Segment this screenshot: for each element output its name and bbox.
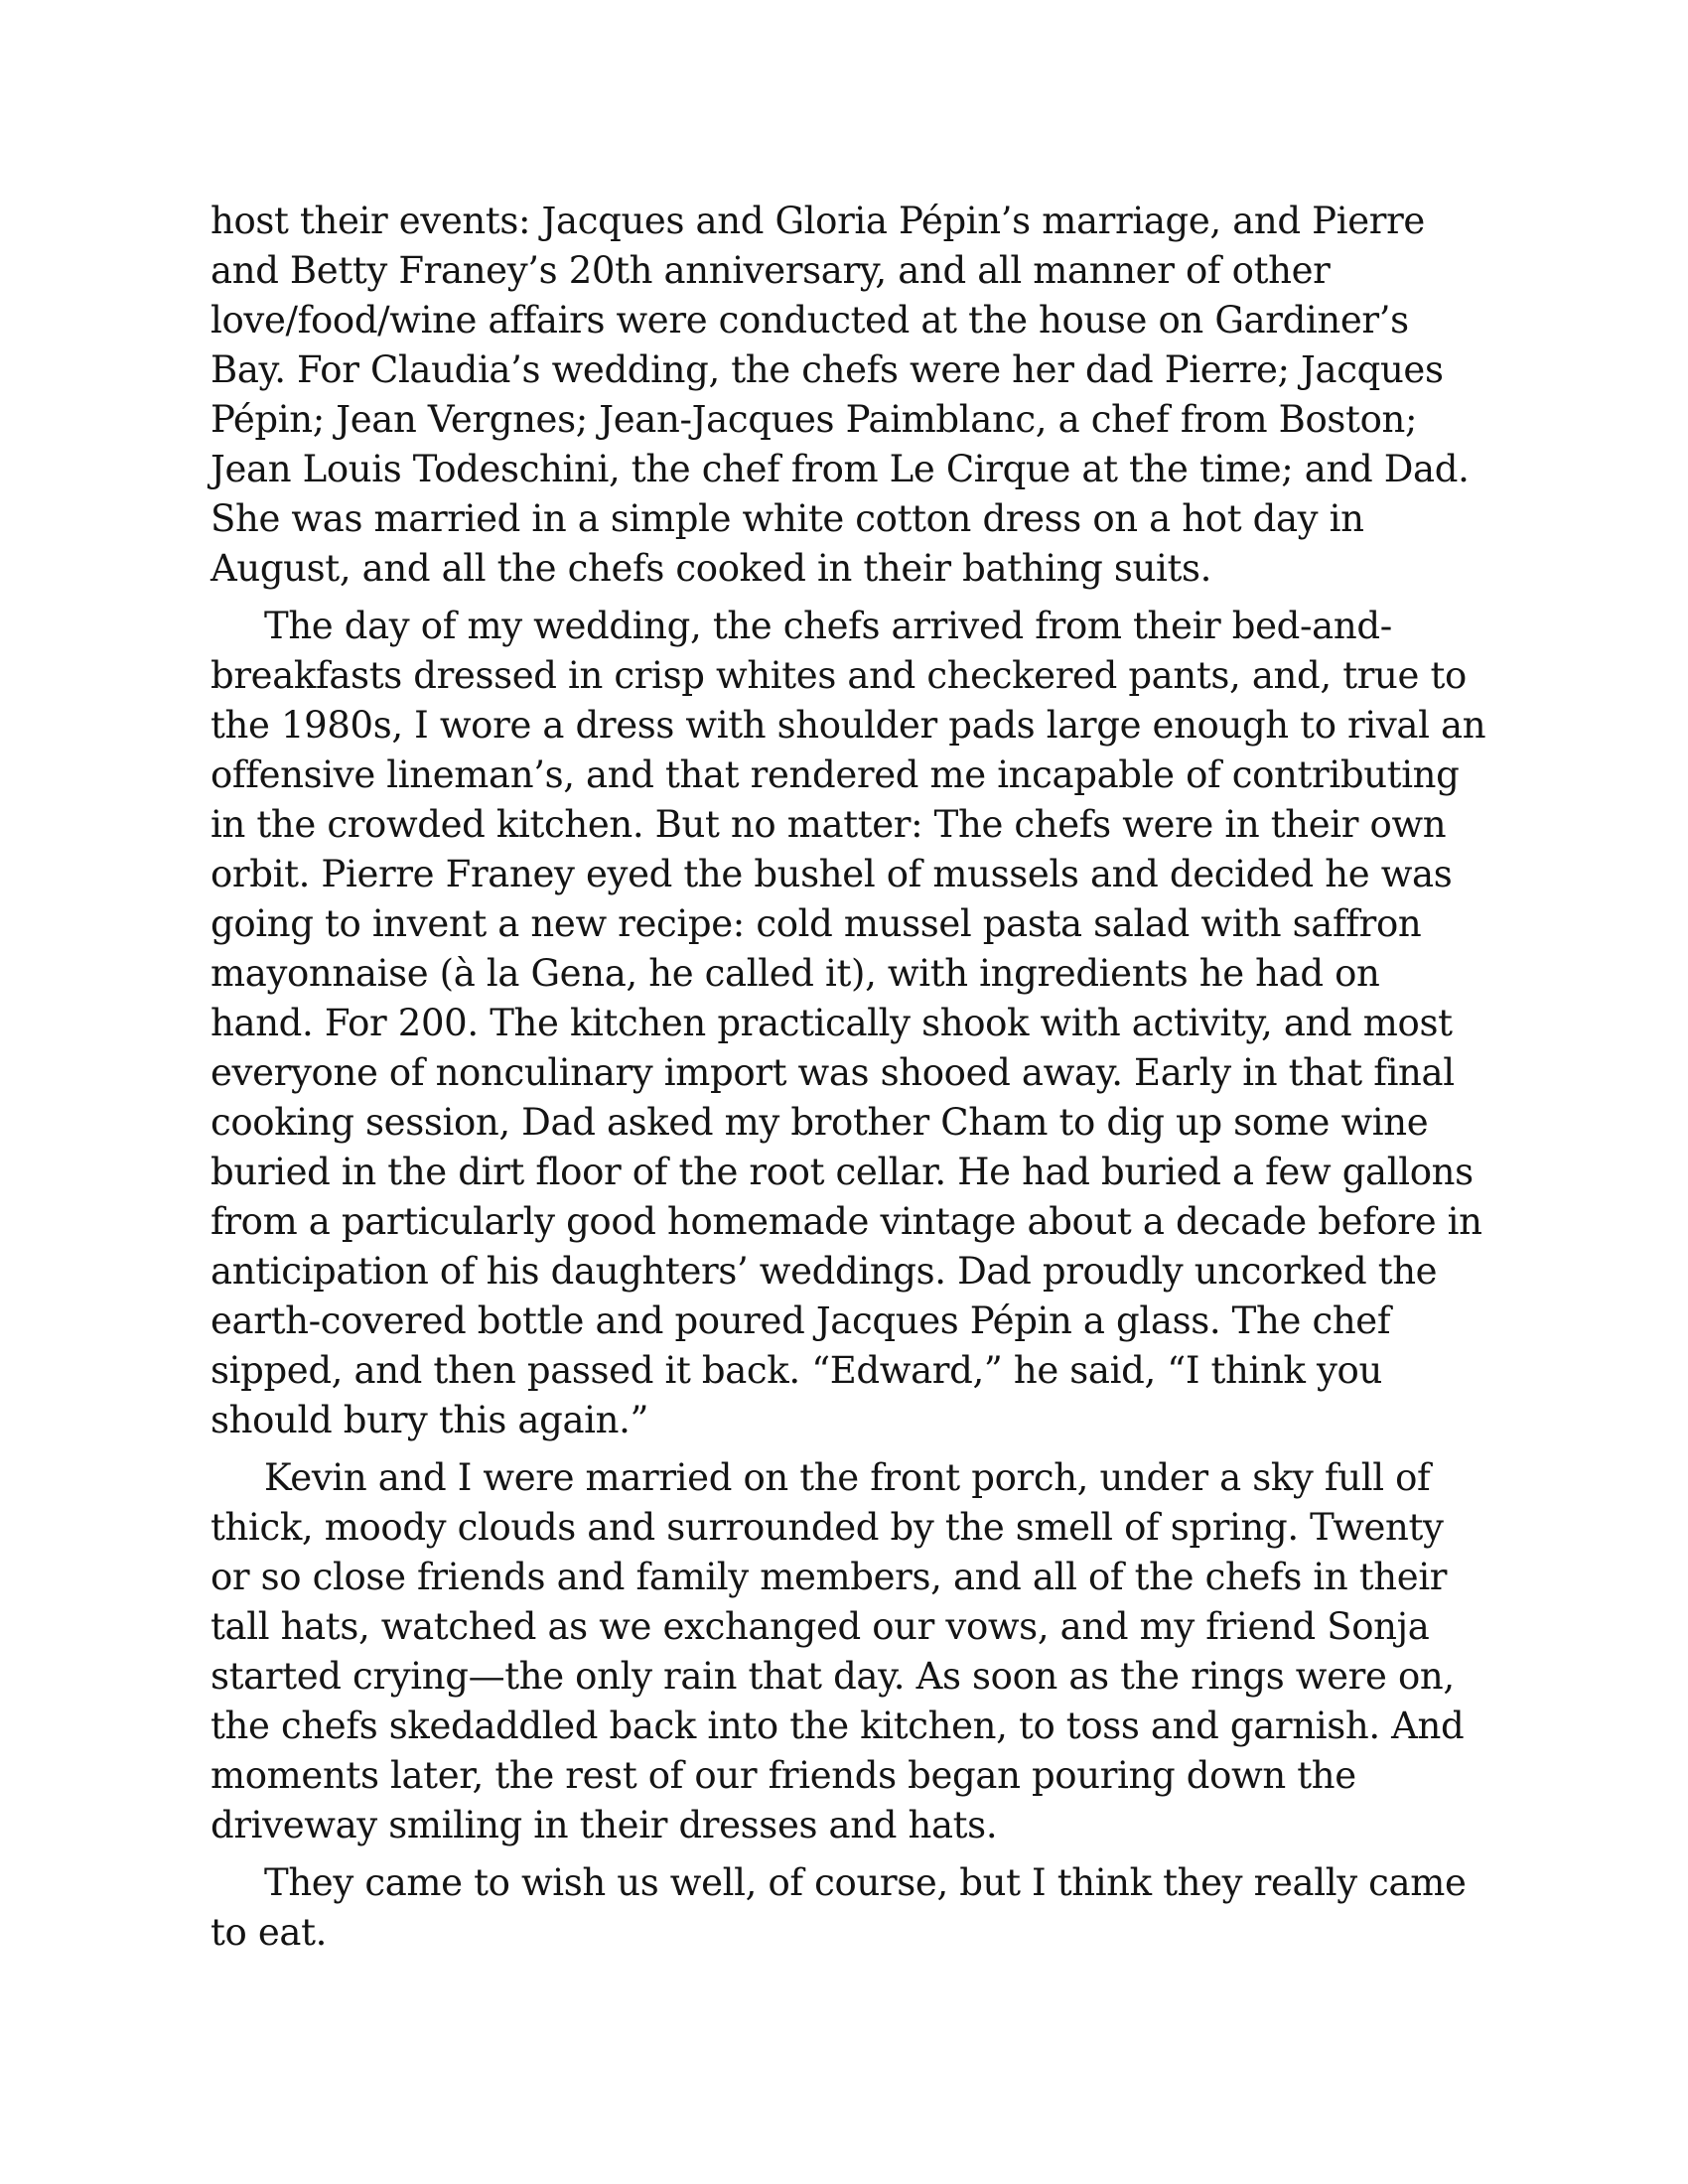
- text-line: everyone of nonculinary import was shooed away. Early in that final: [211, 1051, 1455, 1094]
- paragraph: [211, 197, 1491, 594]
- text-line: thick, moody clouds and surrounded by the smell of spring. Twenty: [211, 1506, 1444, 1549]
- text-line: offensive lineman’s, and that rendered me incapable of contributing: [211, 753, 1460, 796]
- text-line: August, and all the chefs cooked in their bathing suits.: [211, 547, 1212, 590]
- text-line: or so close friends and family members, and all of the chefs in their: [211, 1556, 1448, 1598]
- text-line: Bay. For Claudia’s wedding, the chefs were her dad Pierre; Jacques: [211, 348, 1444, 391]
- text-line: Kevin and I were married on the front porch, under a sky full of: [264, 1456, 1431, 1499]
- text-line: cooking session, Dad asked my brother Cham to dig up some wine: [211, 1101, 1429, 1144]
- text-line: the chefs skedaddled back into the kitchen, to toss and garnish. And: [211, 1705, 1465, 1747]
- text-line: in the crowded kitchen. But no matter: The chefs were in their own: [211, 803, 1447, 846]
- text-line: and Betty Franey’s 20th anniversary, and all manner of other: [211, 249, 1331, 292]
- paragraph: [211, 1858, 1491, 1958]
- text-line: buried in the dirt floor of the root cellar. He had buried a few gallons: [211, 1151, 1474, 1193]
- text-line: to eat.: [211, 1911, 328, 1954]
- text-line: Jean Louis Todeschini, the chef from Le Cirque at the time; and Dad.: [211, 448, 1470, 490]
- text-line: moments later, the rest of our friends began pouring down the: [211, 1754, 1356, 1797]
- text-line: breakfasts dressed in crisp whites and checkered pants, and, true to: [211, 654, 1467, 697]
- body-text: [211, 197, 1491, 1958]
- text-line: host their events: Jacques and Gloria Pépin’s marriage, and Pierre: [211, 200, 1425, 242]
- paragraph: [211, 602, 1491, 1445]
- text-line: anticipation of his daughters’ weddings. Dad proudly uncorked the: [211, 1250, 1438, 1293]
- text-line: mayonnaise (à la Gena, he called it), with ingredients he had on: [211, 952, 1380, 995]
- text-line: The day of my wedding, the chefs arrived from their bed-and-: [264, 605, 1392, 647]
- text-line: They came to wish us well, of course, but I think they really came: [264, 1861, 1467, 1904]
- text-line: earth-covered bottle and poured Jacques Pépin a glass. The chef: [211, 1299, 1391, 1342]
- document-page: [211, 197, 1491, 1966]
- paragraph: [211, 1453, 1491, 1850]
- text-line: should bury this again.”: [211, 1399, 649, 1441]
- text-line: from a particularly good homemade vintage about a decade before in: [211, 1200, 1482, 1243]
- text-line: sipped, and then passed it back. “Edward,” he said, “I think you: [211, 1349, 1382, 1392]
- text-line: driveway smiling in their dresses and hats.: [211, 1804, 998, 1846]
- text-line: Pépin; Jean Vergnes; Jean-Jacques Paimblanc, a chef from Boston;: [211, 398, 1418, 441]
- text-line: started crying—the only rain that day. As soon as the rings were on,: [211, 1655, 1455, 1698]
- text-line: She was married in a simple white cotton dress on a hot day in: [211, 497, 1364, 540]
- text-line: going to invent a new recipe: cold mussel pasta salad with saffron: [211, 902, 1422, 945]
- text-line: love/food/wine affairs were conducted at the house on Gardiner’s: [211, 299, 1409, 341]
- text-line: orbit. Pierre Franey eyed the bushel of mussels and decided he was: [211, 853, 1453, 895]
- text-line: hand. For 200. The kitchen practically shook with activity, and most: [211, 1002, 1453, 1044]
- text-line: the 1980s, I wore a dress with shoulder pads large enough to rival an: [211, 704, 1486, 747]
- text-line: tall hats, watched as we exchanged our vows, and my friend Sonja: [211, 1605, 1430, 1648]
